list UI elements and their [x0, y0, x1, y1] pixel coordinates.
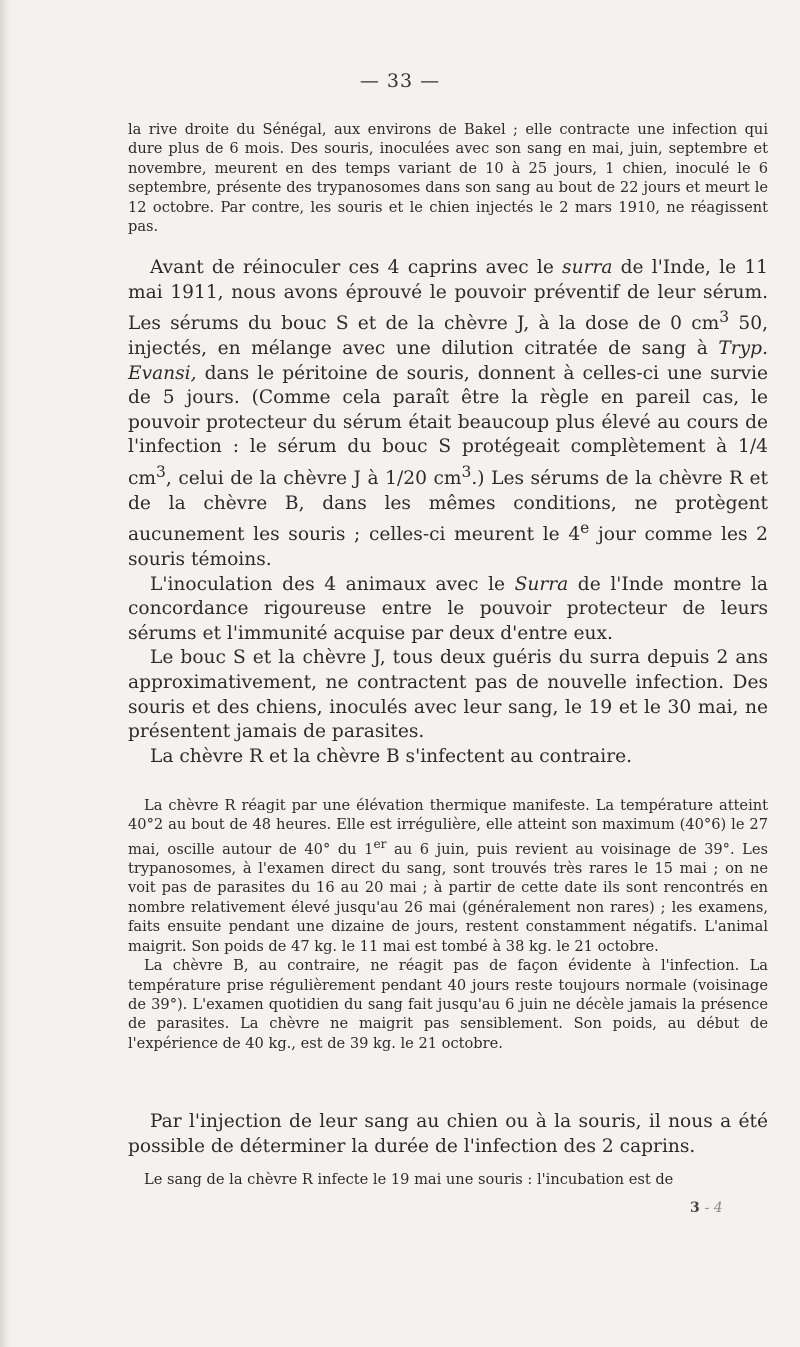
paragraph-cured-animals: Le bouc S et la chèvre J, tous deux guéris du surra depuis 2 ans approximativement, ne contractent pas de nouvelle infection. Des souris et des chiens, inoculés avec leur sang, le 19 et le 30 mai, ne présentent jamais de parasites. — [128, 647, 768, 743]
conclusion-block — [128, 1110, 768, 1159]
paragraph-inoculation: L'inoculation des 4 animaux avec le Surra de l'Inde montre la concordance rigoureuse entre le pouvoir protecteur de leurs sérums et l'immunité acquise par deux d'entre eux. — [128, 573, 769, 644]
page-number: — 33 — — [359, 70, 441, 92]
page-fold-shadow — [0, 0, 10, 1347]
note-goat-r: La chèvre R réagit par une élévation thermique manifeste. La température atteint 40°2 au bout de 48 heures. Elle est irrégulière, elle atteint son maximum (40°6) le 27 mai, oscille autour de 40° du 1er au 6 juin, puis revient au voisinage de 39°. Les trypanosomes, à l'examen direct du sang, sont trouvés très rares le 15 mai ; on ne voit pas de parasites du 16 au 20 mai ; à partir de cette date ils sont rencontrés en nombre relativement élevé jusqu'au 26 mai (généralement non rares) ; les examens, faits ensuite pendant une dizaine de jours, restent constamment négatifs. L'animal maigrit. Son poids de 47 kg. le 11 mai est tombé à 38 kg. le 21 octobre. — [128, 797, 769, 955]
continuation-block — [128, 120, 768, 236]
paragraph-infected-animals: La chèvre R et la chèvre B s'infectent au contraire. — [150, 745, 633, 767]
signature-handwritten: - 4 — [704, 1200, 723, 1216]
continuation-paragraph: la rive droite du Sénégal, aux environs de Bakel ; elle contracte une infection qui dure plus de 6 mois. Des souris, inoculées avec son sang en mai, juin, septembre et novembre, meurent en des temps variant de 10 à 25 jours, 1 chien, inoculé le 6 septembre, présente des trypanosomes dans son sang au bout de 22 jours et meurt le 12 octobre. Par contre, les souris et le chien injectés le 2 mars 1910, ne réagissent pas. — [128, 121, 768, 236]
last-line: Le sang de la chèvre R infecte le 19 mai une souris : l'incubation est de — [144, 1171, 674, 1188]
signature-mark — [690, 1200, 723, 1216]
last-line-block — [128, 1170, 768, 1189]
paragraph-preventive-power: Avant de réinoculer ces 4 caprins avec le surra de l'Inde, le 11 mai 1911, nous avons éprouvé le pouvoir préventif de leur sérum. Les sérums du bouc S et de la chèvre J, à la dose de 0 $cm^3$ 50, injectés, en mélange avec une dilution citratée de sang à Tryp. Evansi, dans le péritoine de souris, donnent à celles-ci une survie de 5 jours. (Comme cela paraît être la règle en pareil cas, le pouvoir protecteur du sérum était beaucoup plus élevé au cours de l'infection : le sérum du bouc S protégeait complètement à 1/4 $cm^3$, celui de la chèvre J à 1/20 $cm^3$.) Les sérums de la chèvre R et de la chèvre B, dans les mêmes conditions, ne protègent aucunement les souris ; celles-ci meurent le 4e jour comme les 2 souris témoins. — [128, 257, 769, 571]
paragraph-infection-duration: Par l'injection de leur sang au chien ou à la souris, il nous a été possible de déterminer la durée de l'infection des 2 caprins. — [128, 1111, 768, 1157]
detail-notes-block — [128, 796, 768, 1053]
note-goat-b: La chèvre B, au contraire, ne réagit pas de façon évidente à l'infection. La température prise régulièrement pendant 40 jours reste toujours normale (voisinage de 39°). L'examen quotidien du sang fait jusqu'au 6 juin ne décèle jamais la présence de parasites. La chèvre ne maigrit pas sensiblement. Son poids, au début de l'expérience de 40 kg., est de 39 kg. le 21 octobre. — [128, 957, 768, 1052]
signature-number: 3 — [690, 1200, 700, 1216]
main-text-block — [128, 256, 768, 769]
